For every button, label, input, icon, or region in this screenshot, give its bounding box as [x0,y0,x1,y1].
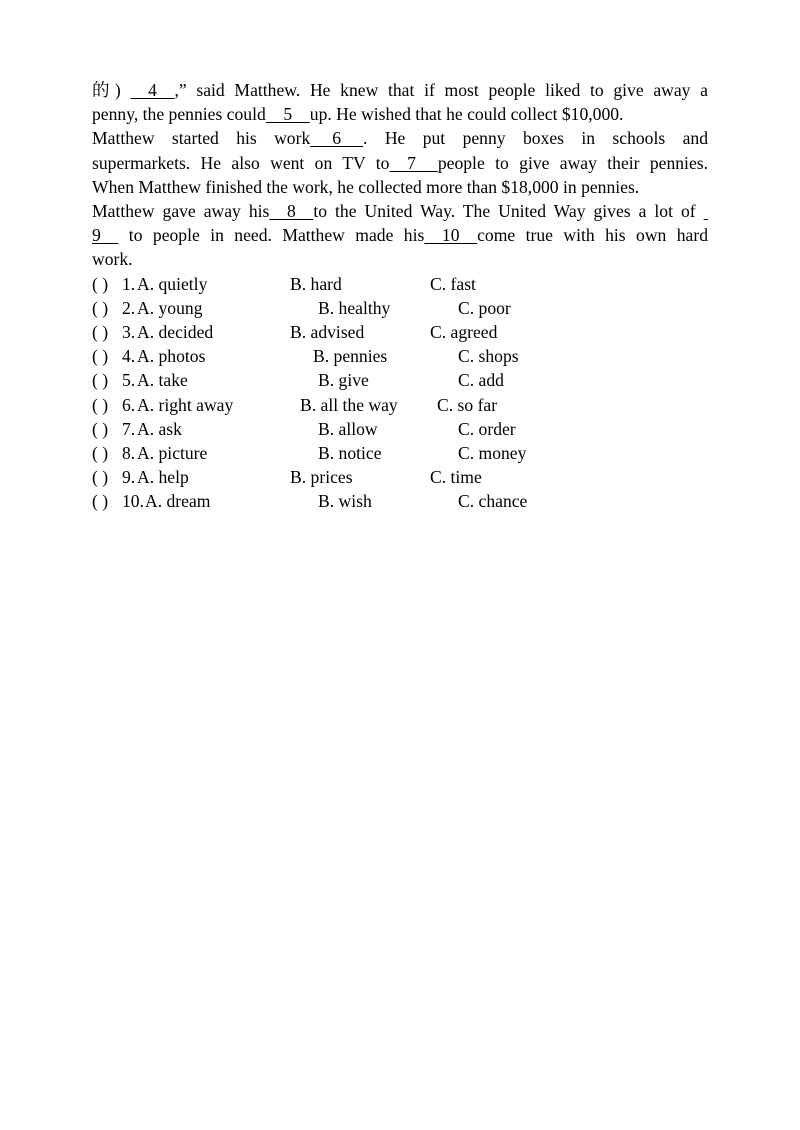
passage-line [92,126,708,150]
answer-blank: 9 [92,225,119,246]
option-b: B. give [318,370,369,391]
option-b: B. all the way [300,394,398,415]
passage-text-segment: supermarkets. He also went on TV to [92,152,390,173]
option-b: B. notice [318,442,382,463]
option-a: A. decided [137,322,214,342]
answer-blank [704,199,708,223]
answer-blank: 8 [269,201,314,222]
passage-line [92,78,708,102]
answer-bracket[interactable]: ( ) [92,394,109,415]
question-row [92,417,708,441]
question-row [92,272,708,296]
passage-text-segment: 的) [92,80,131,100]
question-number: 8. [122,442,136,463]
question-row [92,465,708,489]
option-a: A. take [137,370,188,391]
question-row [92,344,708,368]
option-a: A. picture [137,442,208,463]
option-a: A. young [137,297,203,318]
question-row [92,296,708,320]
question-number: 2. [122,297,136,318]
passage-text-segment: . He put penny boxes in schools and [363,128,708,149]
option-b: B. pennies [313,346,388,367]
option-b: B. prices [290,467,353,488]
option-c: C. chance [458,491,528,512]
answer-bracket[interactable]: ( ) [92,491,109,512]
question-number: 5. [122,370,136,391]
passage-text-segment: Matthew gave away his [92,201,270,222]
question-number: 10. [122,491,144,512]
passage-line [92,151,708,175]
question-row [92,441,708,465]
option-c: C. add [458,370,504,391]
option-c: C. time [430,467,482,488]
question-number: 6. [122,394,136,415]
option-b: B. healthy [318,297,391,318]
option-b: B. allow [318,418,378,439]
question-number: 3. [122,322,136,342]
option-a: A. quietly [137,273,208,294]
answer-bracket[interactable]: ( ) [92,346,109,367]
passage-text-segment: people to give away their pennies. [437,152,708,173]
question-options-list [92,272,708,514]
option-c: C. money [458,442,527,463]
answer-blank: 7 [389,152,438,173]
passage-text-segment: When Matthew finished the work, he collected more than $18,000 in pennies. [92,176,640,197]
question-number: 9. [122,467,136,488]
option-c: C. shops [458,346,519,367]
answer-blank: 10 [424,225,478,246]
passage-line [92,247,708,271]
answer-bracket[interactable]: ( ) [92,273,109,294]
passage-text-segment: ,” said Matthew. He knew that if most people liked to give away a [174,80,708,100]
passage-line [92,223,708,247]
passage-line [92,175,708,199]
option-b: B. wish [318,491,372,512]
option-c: C. poor [458,297,511,318]
option-a: A. photos [137,346,206,367]
question-number: 4. [122,346,136,367]
passage-text-segment: Matthew started his work [92,128,311,149]
answer-blank: 6 [310,128,364,149]
passage-text-segment: come true with his own hard [477,225,708,246]
question-number: 7. [122,418,136,439]
question-row [92,320,708,344]
question-row [92,393,708,417]
passage-line [92,102,708,126]
answer-bracket[interactable]: ( ) [92,418,109,439]
passage-text [92,78,708,272]
option-a: A. right away [137,394,234,415]
answer-bracket[interactable]: ( ) [92,467,109,488]
question-row [92,489,708,513]
answer-bracket[interactable]: ( ) [92,442,109,463]
passage-text-segment: work. [92,249,133,270]
option-c: C. so far [437,394,498,415]
option-c: C. fast [430,273,476,294]
question-number: 1. [122,273,136,294]
option-c: C. order [458,418,516,439]
passage-text-segment: to the United Way. The United Way gives a lot of [313,201,704,222]
answer-blank: 5 [265,104,310,125]
answer-bracket[interactable]: ( ) [92,322,109,342]
option-a: A. ask [137,418,182,439]
passage-text-segment: up. He wished that he could collect $10,000. [309,104,624,125]
document-page [92,78,708,514]
option-a: A. dream [145,491,211,512]
answer-bracket[interactable]: ( ) [92,370,109,391]
answer-blank: 4 [130,80,175,100]
answer-bracket[interactable]: ( ) [92,297,109,318]
option-a: A. help [137,467,189,488]
option-c: C. agreed [430,322,498,342]
passage-text-segment: to people in need. Matthew made his [118,225,425,246]
passage-text-segment: penny, the pennies could [92,104,266,125]
option-b: B. hard [290,273,342,294]
passage-line [92,199,708,223]
option-b: B. advised [290,322,365,342]
question-row [92,368,708,392]
